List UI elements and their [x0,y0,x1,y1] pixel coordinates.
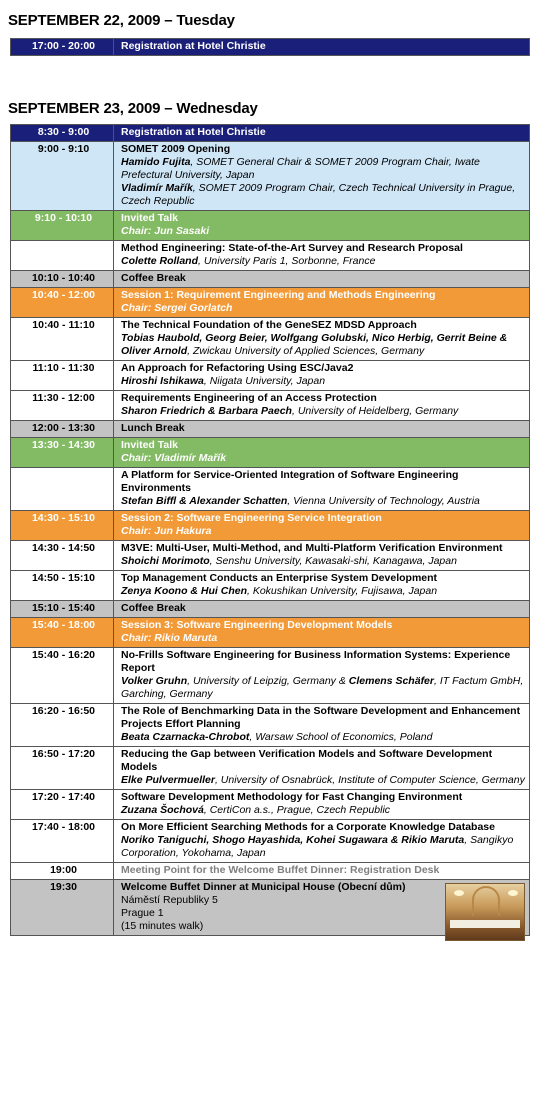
schedule-row [11,39,530,56]
talk-title: Method Engineering: State-of-the-Art Survey and Research Proposal [121,242,463,254]
event-cell [114,863,530,880]
schedule-row [11,601,530,618]
time-cell: 10:40 - 11:10 [11,318,114,361]
event-cell [114,601,530,618]
author-names: Clemens Schäfer [348,675,434,687]
schedule-row [11,704,530,747]
author-line [121,675,525,701]
author-names: Zenya Koono & Hui Chen [121,585,247,597]
talk-title: Software Development Methodology for Fast Changing Environment [121,791,463,803]
author-line [121,405,525,418]
time-cell: 14:30 - 15:10 [11,511,114,541]
event-cell [114,421,530,438]
schedule-row [11,468,530,511]
schedule-row [11,211,530,241]
table-shape [450,920,520,928]
author-affiliation: , University of Leipzig, Germany & [187,675,349,687]
talk-title: Reducing the Gap between Verification Models and Software Development Models [121,748,493,773]
time-cell: 14:50 - 15:10 [11,571,114,601]
event-cell [114,318,530,361]
author-names: Zuzana Šochová [121,804,204,816]
schedule-row [11,747,530,790]
speaker-affiliation: , SOMET General Chair & SOMET 2009 Program Chair, Iwate Prefectural University, Japan [121,156,480,181]
author-line [121,834,525,860]
event-cell [114,820,530,863]
event-cell [114,468,530,511]
speaker-line [121,182,525,208]
event-cell [114,511,530,541]
event-title: Lunch Break [121,422,185,434]
speaker-name: Hamido Fujita [121,156,191,168]
author-names: Hiroshi Ishikawa [121,375,204,387]
time-cell: 11:30 - 12:00 [11,391,114,421]
event-title: Invited Talk [121,212,178,224]
schedule-row [11,648,530,704]
schedule-row [11,125,530,142]
time-cell: 10:40 - 12:00 [11,288,114,318]
author-names: Beata Czarnacka-Chrobot [121,731,250,743]
event-cell [114,288,530,318]
event-cell [114,391,530,421]
time-cell: 17:40 - 18:00 [11,820,114,863]
schedule-row [11,438,530,468]
time-cell: 17:20 - 17:40 [11,790,114,820]
meeting-point-text: Meeting Point for the Welcome Buffet Dinner: Registration Desk [121,864,440,876]
time-cell: 9:10 - 10:10 [11,211,114,241]
event-cell [114,211,530,241]
author-line [121,375,525,388]
schedule-row [11,271,530,288]
author-line [121,255,525,268]
talk-title: The Role of Benchmarking Data in the Software Development and Enhancement Projects Effort Planning [121,705,521,730]
time-cell: 8:30 - 9:00 [11,125,114,142]
session-chair: Chair: Jun Hakura [121,525,212,537]
day-heading-sept-22: SEPTEMBER 22, 2009 – Tuesday [8,12,235,29]
schedule-row [11,421,530,438]
author-affiliation: , Warsaw School of Economics, Poland [249,731,433,743]
schedule-row [11,361,530,391]
event-cell [114,438,530,468]
schedule-row [11,142,530,211]
time-cell [11,468,114,511]
author-affiliation: , CertiCon a.s., Prague, Czech Republic [203,804,391,816]
address-line: Náměstí Republiky 5 [121,894,218,906]
author-affiliation: , IT Factum GmbH, Garching, Germany [121,675,524,700]
time-cell: 12:00 - 13:30 [11,421,114,438]
event-cell [114,790,530,820]
event-title: SOMET 2009 Opening [121,143,231,155]
event-title: Registration at Hotel Christie [121,40,266,52]
session-title: Session 2: Software Engineering Service Integration [121,512,382,524]
speaker-name: Vladimír Mařík [121,182,193,194]
author-names: Stefan Biffl & Alexander Schatten [121,495,288,507]
author-names: Tobias Haubold, Georg Beier, Wolfgang Golubski, Nico Herbig, Gerrit Beine & Oliver Arnold [121,332,508,357]
author-affiliation: , Vienna University of Technology, Austria [287,495,480,507]
event-title: Coffee Break [121,272,186,284]
event-cell [114,541,530,571]
schedule-row [11,790,530,820]
schedule-row [11,241,530,271]
author-line [121,804,525,817]
talk-title: On More Efficient Searching Methods for a Corporate Knowledge Database [121,821,495,833]
time-cell: 14:30 - 14:50 [11,541,114,571]
session-title: Session 3: Software Engineering Development Models [121,619,393,631]
schedule-row [11,820,530,863]
author-names: Volker Gruhn [121,675,188,687]
author-affiliation: , University Paris 1, Sorbonne, France [198,255,376,267]
schedule-table-sept-23 [10,124,530,936]
time-cell: 16:20 - 16:50 [11,704,114,747]
event-title: Coffee Break [121,602,186,614]
session-chair: Chair: Vladimír Mařík [121,452,227,464]
event-cell [114,880,530,936]
event-cell [114,648,530,704]
talk-title: The Technical Foundation of the GeneSEZ MDSD Approach [121,319,417,331]
schedule-row [11,541,530,571]
address-line: Prague 1 [121,907,164,919]
schedule-row [11,318,530,361]
event-cell [114,142,530,211]
author-names: Elke Pulvermueller [121,774,215,786]
event-cell [114,125,530,142]
time-cell: 9:00 - 9:10 [11,142,114,211]
time-cell: 19:30 [11,880,114,936]
time-cell: 17:00 - 20:00 [11,39,114,56]
talk-title: An Approach for Refactoring Using ESC/Java2 [121,362,354,374]
event-cell [114,241,530,271]
time-cell: 13:30 - 14:30 [11,438,114,468]
author-names: Sharon Friedrich & Barbara Paech [121,405,292,417]
time-cell: 16:50 - 17:20 [11,747,114,790]
schedule-row [11,880,530,936]
schedule-row [11,288,530,318]
time-cell: 19:00 [11,863,114,880]
schedule-table-sept-22 [10,38,530,56]
time-cell: 15:10 - 15:40 [11,601,114,618]
talk-title: A Platform for Service-Oriented Integration of Software Engineering Environments [121,469,459,494]
event-cell [114,271,530,288]
author-line [121,495,525,508]
event-cell [114,361,530,391]
speaker-affiliation: , SOMET 2009 Program Chair, Czech Technical University in Prague, Czech Republic [121,182,516,207]
author-line [121,731,525,744]
speaker-line [121,156,525,182]
time-cell: 15:40 - 16:20 [11,648,114,704]
event-title: Invited Talk [121,439,178,451]
author-line [121,585,525,598]
session-title: Session 1: Requirement Engineering and Methods Engineering [121,289,436,301]
schedule-row [11,618,530,648]
event-cell [114,571,530,601]
event-cell [114,618,530,648]
lamp-shape [454,890,464,896]
event-cell [114,39,530,56]
restaurant-photo [445,883,525,941]
event-title: Registration at Hotel Christie [121,126,266,138]
schedule-row [11,511,530,541]
schedule-row [11,391,530,421]
author-names: Shoichi Morimoto [121,555,210,567]
time-cell: 15:40 - 18:00 [11,618,114,648]
talk-title: No-Frills Software Engineering for Business Information Systems: Experience Report [121,649,511,674]
lamp-shape [508,890,518,896]
author-affiliation: , Niigata University, Japan [203,375,326,387]
schedule-row [11,863,530,880]
session-chair: Chair: Rikio Maruta [121,632,218,644]
author-affiliation: , Senshu University, Kawasaki-shi, Kanagawa, Japan [209,555,457,567]
event-title: Welcome Buffet Dinner at Municipal House (Obecní dům) [121,881,406,893]
talk-title: M3VE: Multi-User, Multi-Method, and Multi-Platform Verification Environment [121,542,503,554]
author-affiliation: , Sangikyo Corporation, Yokohama, Japan [121,834,514,859]
event-cell [114,704,530,747]
day-heading-sept-23: SEPTEMBER 23, 2009 – Wednesday [8,100,258,117]
arch-shape [472,886,500,916]
author-names: Colette Rolland [121,255,199,267]
walk-note: (15 minutes walk) [121,920,204,932]
time-cell [11,241,114,271]
time-cell: 11:10 - 11:30 [11,361,114,391]
event-cell [114,747,530,790]
author-line [121,555,525,568]
schedule-row [11,571,530,601]
author-affiliation: , University of Heidelberg, Germany [291,405,459,417]
author-affiliation: , Kokushikan University, Fujisawa, Japan [247,585,438,597]
author-affiliation: , Zwickau University of Applied Sciences, Germany [187,345,425,357]
author-names: Noriko Taniguchi, Shogo Hayashida, Kohei Sugawara & Rikio Maruta [121,834,465,846]
session-chair: Chair: Sergei Gorlatch [121,302,233,314]
author-affiliation: , University of Osnabrück, Institute of Computer Science, Germany [214,774,525,786]
author-line [121,332,525,358]
talk-title: Top Management Conducts an Enterprise System Development [121,572,438,584]
session-chair: Chair: Jun Sasaki [121,225,210,237]
time-cell: 10:10 - 10:40 [11,271,114,288]
talk-title: Requirements Engineering of an Access Protection [121,392,377,404]
author-line [121,774,525,787]
